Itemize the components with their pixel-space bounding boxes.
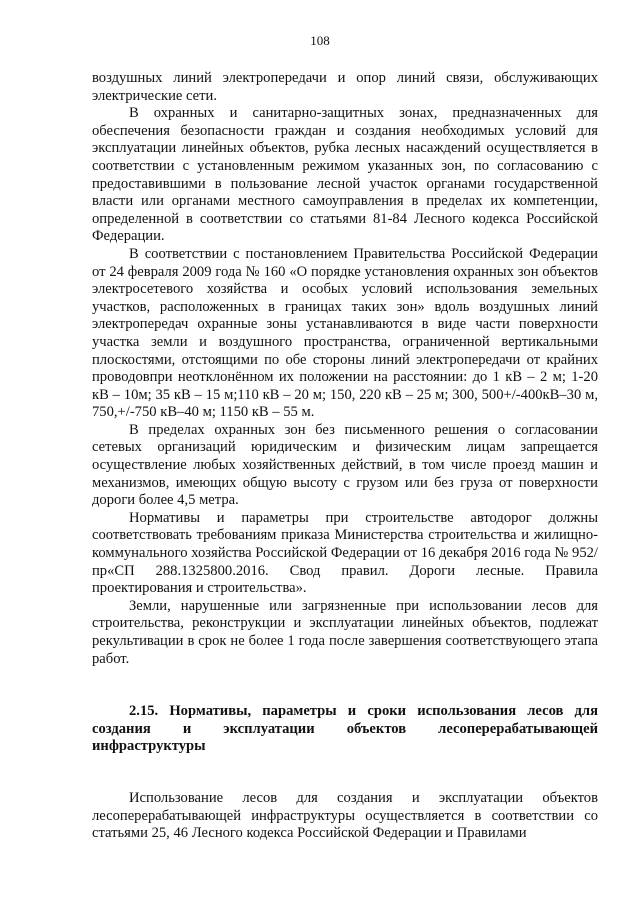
document-body — [92, 70, 598, 843]
paragraph: Нормативы и параметры при строительстве автодорог должны соответствовать требованиям приказа Министерства строительства и жилищно-коммунального хозяйства Российской Федерации от 16 декабря 2016 года № 952/пр«СП 288.1325800.2016. Свод правил. Дороги лесные. Правила проектирования и строительства». — [92, 509, 598, 597]
paragraph: В пределах охранных зон без письменного решения о согласовании сетевых организаций юридическим и физическим лицам запрещается осуществление любых хозяйственных действий, в том числе проезд машин и механизмов, имеющих общую высоту с грузом или без груза от поверхности дороги более 4,5 метра. — [92, 421, 598, 509]
paragraph: В охранных и санитарно-защитных зонах, предназначенных для обеспечения безопасности граждан и создания необходимых условий для эксплуатации линейных объектов, рубка лесных насаждений осуществляется в соответствии с установленным режимом указанных зон, по согласованию с предоставившими в пользование лесной участок органами государственной власти или органами местного самоуправления в пределах их компетенции, определенной в соответствии со статьями 81-84 Лесного кодекса Российской Федерации. — [92, 105, 598, 245]
section-heading: 2.15. Нормативы, параметры и сроки использования лесов для создания и эксплуатации объектов лесоперерабатывающей инфраструктуры — [92, 703, 598, 755]
spacer — [92, 756, 598, 790]
paragraph: Земли, нарушенные или загрязненные при использовании лесов для строительства, реконструкции и эксплуатации линейных объектов, подлежат рекультивации в срок не более 1 года после завершения соответствующего этапа работ. — [92, 597, 598, 667]
page-number: 108 — [310, 33, 330, 48]
paragraph: Использование лесов для создания и эксплуатации объектов лесоперерабатывающей инфраструктуры осуществляется в соответствии со статьями 25, 46 Лесного кодекса Российской Федерации и Правилами — [92, 789, 598, 842]
spacer — [92, 668, 598, 703]
paragraph: воздушных линий электропередачи и опор линий связи, обслуживающих электрические сети. — [92, 70, 598, 104]
paragraph: В соответствии с постановлением Правительства Российской Федерации от 24 февраля 2009 года № 160 «О порядке установления охранных зон объектов электросетевого хозяйства и особых условий использования земельных участков, расположенных в границах таких зон» вдоль воздушных линий электропередач охранные зоны устанавливаются в виде части поверхности участка земли и воздушного пространства, ограниченной вертикальными плоскостями, отстоящими по обе стороны линий электропередачи от крайних проводовпри неотклонённом их положении на расстоянии: до 1 кВ – 2 м; 1-20 кВ – 10м; 35 кВ – 15 м;110 кВ – 20 м; 150, 220 кВ – 25 м; 300, 500+/-400кВ–30 м, 750,+/-750 кВ–40 м; 1150 кВ – 55 м. — [92, 245, 598, 421]
